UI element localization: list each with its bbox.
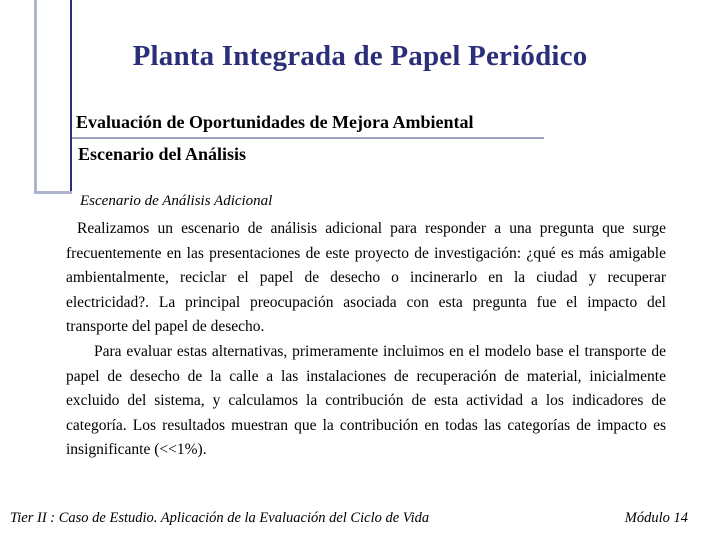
slide-subtitle-evaluation: Evaluación de Oportunidades de Mejora Ambiental: [76, 112, 474, 132]
slide-title: Planta Integrada de Papel Periódico: [132, 40, 588, 72]
body-paragraph-2: Para evaluar estas alternativas, primeramente incluimos en el modelo base el transporte de papel de desecho de la calle a las instalaciones de recuperación de material, inicialmente excluido del sistema, y calculamos la contribución de esta actividad a los indicadores de categoría. Los resultados muestran que la contribución en todas las categorías de impacto es insignificante (<<1%).: [66, 342, 666, 459]
slide-subtitle-scenario: Escenario del Análisis: [78, 144, 247, 164]
header-divider: [72, 137, 544, 139]
decorative-side-bar: [34, 0, 72, 194]
body-text: [66, 217, 666, 463]
footer-course-title: Tier II : Caso de Estudio. Aplicación de la Evaluación del Ciclo de Vida: [10, 510, 430, 526]
footer-module-number: Módulo 14: [624, 510, 688, 526]
section-heading: Escenario de Análisis Adicional: [80, 193, 273, 209]
body-paragraph-1: Realizamos un escenario de análisis adicional para responder a una pregunta que surge frecuentemente en las presentaciones de este proyecto de investigación: ¿qué es más amigable ambientalmente, reciclar el papel de desecho o incinerarlo en la ciudad y recuperar electricidad?. La principal preocupación asociada con esta pregunta fue el impacto del transporte del papel de desecho.: [66, 220, 666, 336]
